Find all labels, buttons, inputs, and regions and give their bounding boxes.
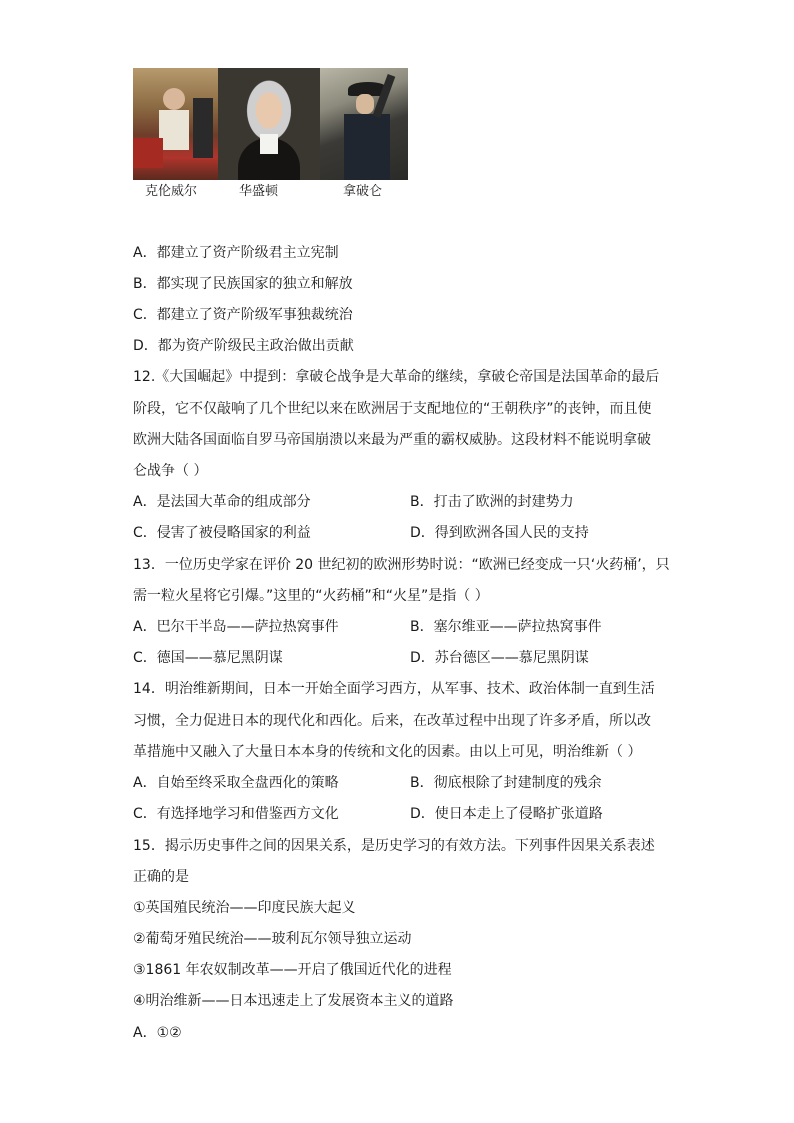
q14-option-d: D．使日本走上了侵略扩张道路 (410, 806, 603, 822)
q15-item-2: ②葡萄牙殖民统治——玻利瓦尔领导独立运动 (133, 931, 412, 947)
q14-option-a: A．自始至终采取全盘西化的策略 (133, 775, 339, 791)
q11-option-b: B．都实现了民族国家的独立和解放 (133, 276, 353, 292)
q14-stem-line-3: 革措施中又融入了大量日本本身的传统和文化的因素。由以上可见，明治维新（ ） (133, 744, 642, 760)
caption-napoleon: 拿破仑 (343, 184, 383, 199)
q14-stem-line-1: 14．明治维新期间，日本一开始全面学习西方，从军事、技术、政治体制一直到生活 (133, 681, 655, 697)
q11-option-a: A．都建立了资产阶级君主立宪制 (133, 245, 339, 261)
q13-stem-line-2: 需一粒火星将它引爆。”这里的“火药桶”和“火星”是指（ ） (133, 588, 489, 604)
q12-option-c: C．侵害了被侵略国家的利益 (133, 525, 311, 541)
q14-stem-line-2: 习惯，全力促进日本的现代化和西化。后来，在改革过程中出现了许多矛盾，所以改 (133, 713, 651, 729)
photo-captions (133, 180, 408, 200)
q12-stem-line-4: 仑战争（ ） (133, 463, 208, 479)
q14-option-b: B．彻底根除了封建制度的残余 (410, 775, 602, 791)
q15-item-4: ④明治维新——日本迅速走上了发展资本主义的道路 (133, 993, 454, 1009)
q11-option-d: D．都为资产阶级民主政治做出贡献 (133, 338, 354, 354)
q13-option-c: C．德国——慕尼黑阴谋 (133, 650, 283, 666)
q15-item-1: ①英国殖民统治——印度民族大起义 (133, 900, 356, 916)
q15-option-a: A．①② (133, 1025, 182, 1041)
q12-stem-line-3: 欧洲大陆各国面临自罗马帝国崩溃以来最为严重的霸权威胁。这段材料不能说明拿破 (133, 432, 651, 448)
q11-option-c: C．都建立了资产阶级军事独裁统治 (133, 307, 353, 323)
cromwell-photo (133, 68, 218, 180)
q13-option-b: B．塞尔维亚——萨拉热窝事件 (410, 619, 602, 635)
historical-figures-photos (133, 68, 408, 180)
q12-option-d: D．得到欧洲各国人民的支持 (410, 525, 589, 541)
napoleon-photo (320, 68, 408, 180)
q15-stem-line-1: 15．揭示历史事件之间的因果关系，是历史学习的有效方法。下列事件因果关系表述 (133, 838, 655, 854)
q15-item-3: ③1861 年农奴制改革——开启了俄国近代化的进程 (133, 962, 452, 978)
q12-option-b: B．打击了欧洲的封建势力 (410, 494, 574, 510)
q13-option-d: D．苏台德区——慕尼黑阴谋 (410, 650, 589, 666)
caption-cromwell: 克伦威尔 (145, 184, 198, 199)
q12-option-a: A．是法国大革命的组成部分 (133, 494, 311, 510)
q12-stem-line-1: 12.《大国崛起》中提到：拿破仑战争是大革命的继续，拿破仑帝国是法国革命的最后 (133, 369, 660, 385)
q12-stem-line-2: 阶段，它不仅敲响了几个世纪以来在欧洲居于支配地位的“王朝秩序”的丧钟，而且使 (133, 401, 652, 417)
q13-stem-line-1: 13．一位历史学家在评价 20 世纪初的欧洲形势时说：“欧洲已经变成一只‘火药桶’，只 (133, 557, 670, 573)
q15-stem-line-2: 正确的是 (133, 869, 189, 885)
washington-photo (218, 68, 320, 180)
caption-washington: 华盛顿 (239, 184, 279, 199)
q14-option-c: C．有选择地学习和借鉴西方文化 (133, 806, 339, 822)
q13-option-a: A．巴尔干半岛——萨拉热窝事件 (133, 619, 339, 635)
